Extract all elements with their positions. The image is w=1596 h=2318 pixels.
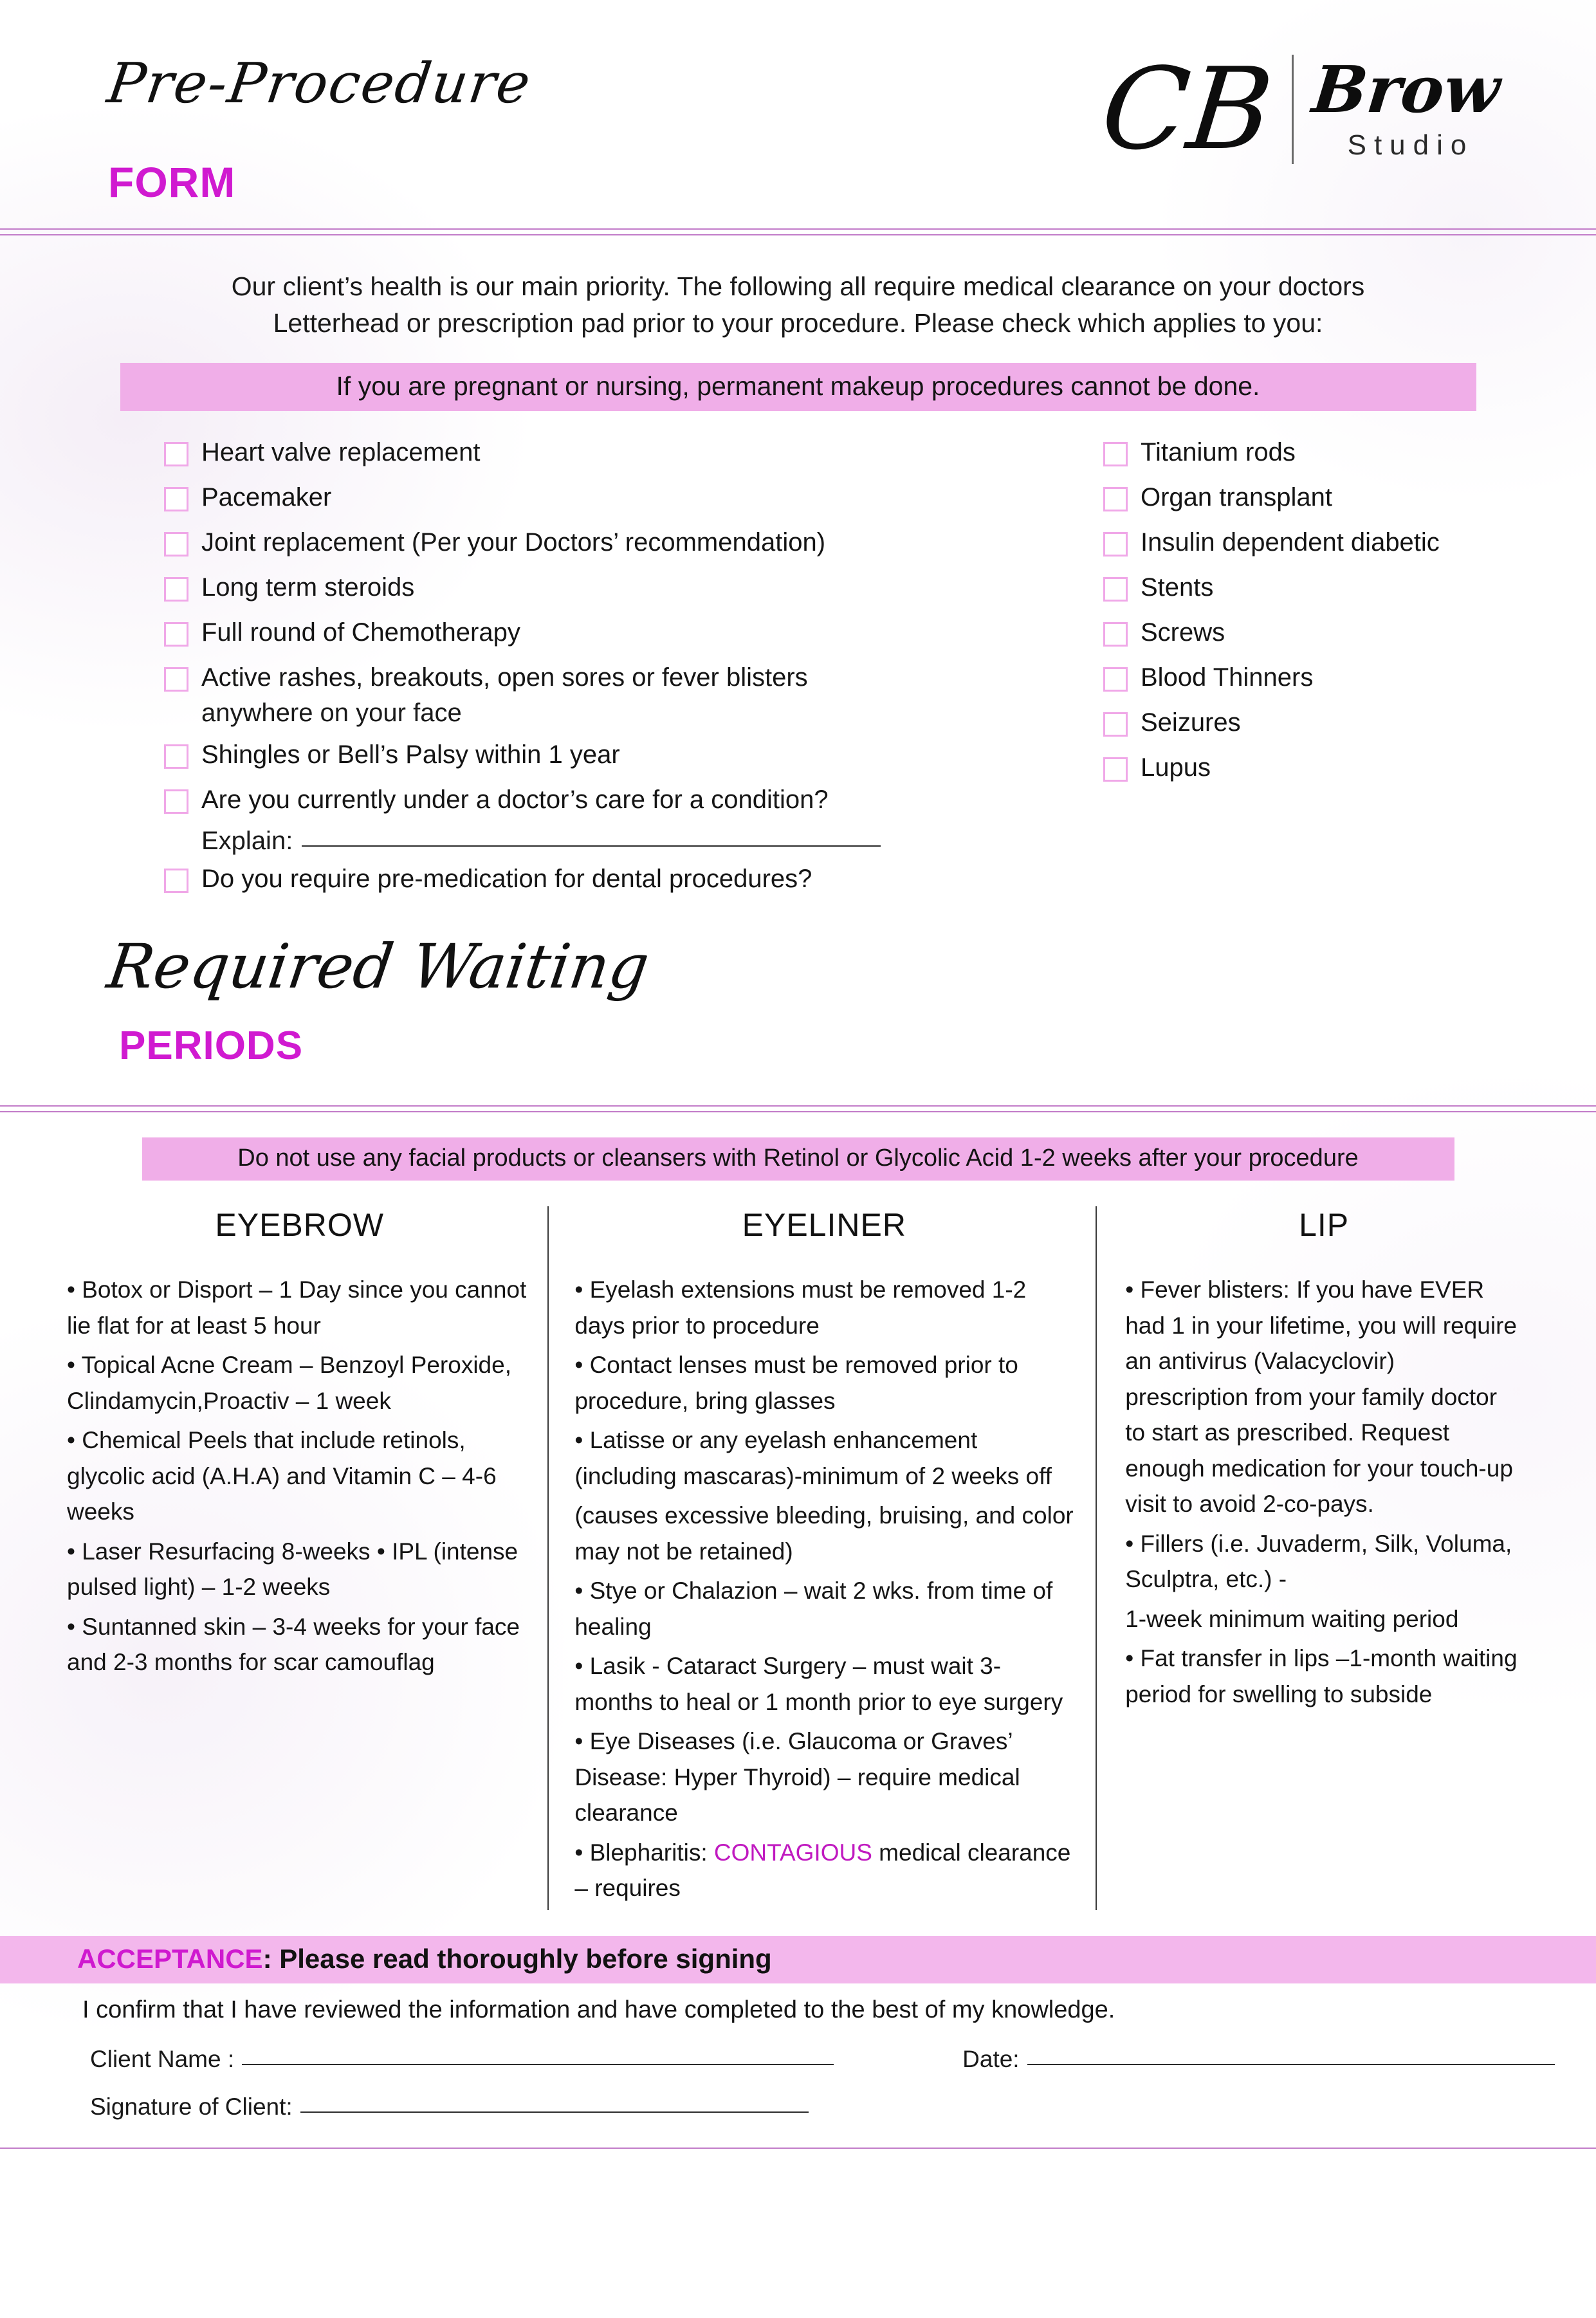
bullet-item: • Fat transfer in lips –1-month waiting period for swelling to subside	[1125, 1645, 1518, 1707]
checklist-item-label: Joint replacement (Per your Doctors’ recommendation)	[201, 528, 826, 557]
checkbox-titanium-rods[interactable]	[1103, 442, 1128, 466]
checklist-item[interactable]	[164, 780, 1103, 824]
intro-line-1: Our client’s health is our main priority. The following all require medical clearance on your doctors	[231, 271, 1365, 301]
waiting-title-script: Required Waiting	[103, 932, 654, 1003]
date-input[interactable]	[1027, 2063, 1555, 2065]
checklist-item-label: Insulin dependent diabetic	[1141, 528, 1440, 557]
bullet-item: • Fever blisters: If you have EVER had 1 in your lifetime, you will require an antivirus (Valacyclovir) prescription from your family doctor to start as prescribed. Request enough medication for your touch-up visit to avoid 2-co-pays.	[1125, 1276, 1517, 1518]
checklist-item-label: Lupus	[1141, 753, 1211, 782]
bullet-item: • Lasik - Cataract Surgery – must wait 3- months to heal or 1 month prior to eye surgery	[574, 1653, 1063, 1715]
checklist-item[interactable]	[164, 735, 1103, 779]
checkbox-under-doctors-care[interactable]	[164, 789, 188, 814]
footer-rule	[0, 2148, 1596, 2149]
retinol-notice-band: Do not use any facial products or cleansers with Retinol or Glycolic Acid 1-2 weeks after your procedure	[142, 1137, 1454, 1181]
intro-paragraph	[116, 268, 1480, 341]
waiting-periods-columns	[0, 1206, 1596, 1910]
checkbox-long-term-steroids[interactable]	[164, 577, 188, 602]
medical-conditions-checklist	[0, 433, 1596, 905]
checklist-item[interactable]	[1103, 748, 1554, 792]
client-name-input[interactable]	[242, 2063, 834, 2065]
contagious-highlight: CONTAGIOUS	[713, 1839, 872, 1866]
logo-cb-monogram: CB	[1095, 44, 1278, 175]
bullet-item: • Eye Diseases (i.e. Glaucoma or Graves’ Disease: Hyper Thyroid) – require medical clearance	[574, 1728, 1020, 1826]
column-heading-eyebrow: EYEBROW	[215, 1207, 384, 1244]
header-divider-rule	[0, 228, 1596, 237]
checklist-item[interactable]	[1103, 658, 1554, 702]
waiting-periods-heading	[0, 932, 1596, 1105]
waiting-title-bold: PERIODS	[119, 1024, 304, 1069]
logo-brow-text: Brow	[1308, 51, 1504, 127]
checklist-item-label: Titanium rods	[1141, 438, 1296, 467]
bullet-item-blepharitis	[574, 1835, 1080, 1906]
checklist-item-continuation: anywhere on your face	[201, 699, 462, 728]
signature-label: Signature of Client:	[90, 2093, 293, 2120]
checklist-item-label: Active rashes, breakouts, open sores or fever blisters	[201, 663, 808, 692]
column-eyeliner	[549, 1206, 1097, 1910]
checklist-item-label: Stents	[1141, 573, 1214, 602]
checklist-item-label: Are you currently under a doctor’s care for a condition?	[201, 786, 829, 814]
checkbox-pre-medication-dental[interactable]	[164, 869, 188, 893]
checklist-item-label: Pacemaker	[201, 483, 332, 512]
checklist-item-label: Blood Thinners	[1141, 663, 1314, 692]
checklist-item[interactable]	[164, 860, 1103, 903]
bullet-item: • Suntanned skin – 3-4 weeks for your face and 2-3 months for scar camouflag	[67, 1613, 520, 1676]
column-heading-lip: LIP	[1299, 1207, 1350, 1244]
checklist-item[interactable]	[164, 613, 1103, 657]
checkbox-screws[interactable]	[1103, 622, 1128, 647]
checklist-item-label: Full round of Chemotherapy	[201, 618, 520, 647]
checklist-item-label: Screws	[1141, 618, 1225, 647]
acceptance-band	[0, 1936, 1596, 1983]
checkbox-joint-replacement[interactable]	[164, 532, 188, 557]
checkbox-full-round-chemotherapy[interactable]	[164, 622, 188, 647]
bullet-item: • Topical Acne Cream – Benzoyl Peroxide, Clindamycin,Proactiv – 1 week	[67, 1352, 511, 1414]
bullet-item: • Latisse or any eyelash enhancement (including mascaras)-minimum of 2 weeks off	[574, 1427, 1052, 1489]
checkbox-pacemaker[interactable]	[164, 487, 188, 511]
checklist-item[interactable]	[1103, 613, 1554, 657]
column-lip	[1097, 1206, 1538, 1910]
bullet-item: • Botox or Disport – 1 Day since you cannot lie flat for at least 5 hour	[67, 1276, 527, 1339]
checkbox-active-rashes[interactable]	[164, 667, 188, 692]
checklist-item[interactable]	[164, 523, 1103, 567]
column-heading-eyeliner: EYELINER	[742, 1207, 906, 1244]
checkbox-stents[interactable]	[1103, 577, 1128, 602]
checklist-column-right	[1103, 433, 1554, 905]
bullet-item: • Eyelash extensions must be removed 1-2 days prior to procedure	[574, 1276, 1027, 1339]
bullet-item: • Fillers (i.e. Juvaderm, Silk, Voluma, Sculptra, etc.) -	[1125, 1530, 1512, 1593]
logo-wordmark	[1308, 51, 1504, 161]
signature-row	[0, 2093, 1596, 2120]
acceptance-confirmation-text: I confirm that I have reviewed the information and have completed to the best of my knowledge.	[82, 1996, 1115, 2023]
checklist-item-label: Heart valve replacement	[201, 438, 481, 467]
client-name-date-row	[0, 2046, 1596, 2073]
checklist-item-label: Seizures	[1141, 708, 1241, 737]
checkbox-organ-transplant[interactable]	[1103, 487, 1128, 511]
checklist-item[interactable]	[1103, 478, 1554, 522]
checklist-item[interactable]	[1103, 523, 1554, 567]
checklist-column-left	[164, 433, 1103, 905]
checklist-item[interactable]	[164, 433, 1103, 477]
client-name-label: Client Name :	[90, 2045, 235, 2072]
document-header	[0, 0, 1596, 228]
waiting-divider-rule	[0, 1105, 1596, 1114]
checklist-item[interactable]	[1103, 703, 1554, 747]
explain-label: Explain:	[201, 827, 293, 856]
page-title-script: Pre-Procedure	[103, 51, 536, 116]
checklist-item[interactable]	[1103, 433, 1554, 477]
page-title-bold: FORM	[108, 158, 236, 206]
blepharitis-prefix: • Blepharitis:	[574, 1839, 714, 1866]
checklist-item[interactable]	[164, 478, 1103, 522]
bullet-item: (causes excessive bleeding, bruising, and color may not be retained)	[574, 1502, 1074, 1565]
explain-field-row[interactable]	[164, 827, 1103, 856]
explain-input-line[interactable]	[302, 845, 881, 847]
checkbox-shingles-bells-palsy[interactable]	[164, 744, 188, 769]
date-label: Date:	[962, 2045, 1020, 2072]
bullet-item: • Stye or Chalazion – wait 2 wks. from time of healing	[574, 1578, 1053, 1640]
checklist-item-label: Shingles or Bell’s Palsy within 1 year	[201, 740, 620, 769]
checkbox-heart-valve-replacement[interactable]	[164, 442, 188, 466]
acceptance-label: ACCEPTANCE	[77, 1943, 263, 1974]
checklist-item-label: Long term steroids	[201, 573, 415, 602]
checklist-item-label: Do you require pre-medication for dental procedures?	[201, 865, 812, 894]
bullet-item: • Chemical Peels that include retinols, glycolic acid (A.H.A) and Vitamin C – 4-6 weeks	[67, 1427, 497, 1525]
checkbox-seizures[interactable]	[1103, 712, 1128, 737]
intro-line-2: Letterhead or prescription pad prior to your procedure. Please check which applies to you:	[273, 308, 1323, 338]
cb-brow-studio-logo	[1095, 35, 1504, 183]
checklist-item[interactable]	[1103, 568, 1554, 612]
checkbox-blood-thinners[interactable]	[1103, 667, 1128, 692]
acceptance-instruction: : Please read thoroughly before signing	[262, 1943, 772, 1974]
checkbox-insulin-dependent-diabetic[interactable]	[1103, 532, 1128, 557]
column-eyebrow	[51, 1206, 549, 1910]
checkbox-lupus[interactable]	[1103, 757, 1128, 782]
bullet-item: • Contact lenses must be removed prior to procedure, bring glasses	[574, 1352, 1018, 1414]
bullet-item: • Laser Resurfacing 8-weeks • IPL (intense pulsed light) – 1-2 weeks	[67, 1538, 518, 1601]
checklist-item-label: Organ transplant	[1141, 483, 1332, 512]
blepharitis-suffix: medical clearance – requires	[574, 1839, 1071, 1902]
signature-input[interactable]	[300, 2111, 809, 2113]
logo-studio-text: Studio	[1347, 129, 1474, 161]
pregnancy-notice-band: If you are pregnant or nursing, permanent makeup procedures cannot be done.	[120, 363, 1476, 411]
bullet-item: 1-week minimum waiting period	[1125, 1605, 1459, 1632]
checklist-item[interactable]	[164, 568, 1103, 612]
